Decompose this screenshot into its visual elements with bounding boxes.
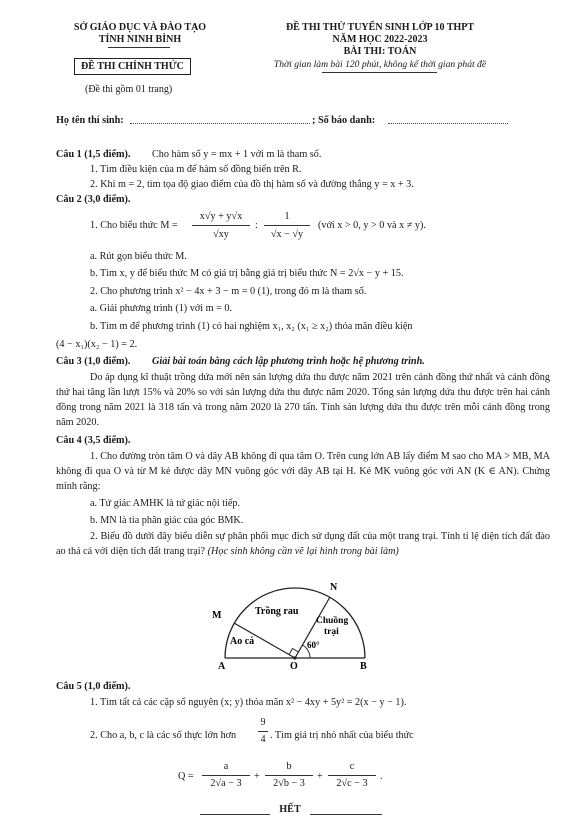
- frac-9-4-denominator: 4: [260, 734, 266, 745]
- m-divide-sign: :: [255, 220, 258, 231]
- q4-part2-text: 2. Biểu đồ dưới đây biểu diễn sự phân phối mục đích sử dụng đất của một trang trại. Tính tỉ lệ diện tích đất đào ao thả cá với diện tích đất trang trại?: [56, 531, 550, 557]
- q-term-a-numerator: a: [223, 761, 229, 772]
- q1-part2: 2. Khi m = 2, tìm tọa độ giao điểm của đồ thị hàm số và đường thẳng y = x + 3.: [90, 179, 414, 190]
- candidate-name-label: Họ tên thí sinh:: [56, 115, 124, 126]
- label-M: M: [212, 610, 222, 621]
- q-term-c-denominator: 2√c − 3: [336, 778, 368, 789]
- end-rule-right: [310, 814, 382, 815]
- center-O-dot: [293, 656, 296, 659]
- q3-text: Do áp dụng kĩ thuật trồng dứa mới nên sản lượng dứa thu được năm 2021 trên cánh đồng thứ nhất và cánh đồng thứ hai tăng lần lượt 15% và 20% so với sản lượng dứa thu được năm 2020. Tổng sản lượng dứa thu được trên hai cánh đồng trong năm 2021 là 318 tấn và trong năm 2020 là 270 tấn. Tính sản lượng dứa thu được trên mỗi cánh đồng trong năm 2020.: [56, 372, 550, 428]
- time-note: Thời gian làm bài 120 phút, không kể thời gian phát đề: [273, 59, 487, 70]
- region-trong-rau: Trồng rau: [255, 606, 299, 617]
- q2-part2a: a. Giải phương trình (1) với m = 0.: [90, 303, 233, 314]
- m2-fraction-bar: [264, 225, 310, 226]
- exam-title: ĐỀ THI THỬ TUYỂN SINH LỚP 10 THPT: [285, 22, 475, 33]
- q-expression-lhs: Q =: [178, 771, 194, 782]
- subject: BÀI THI: TOÁN: [343, 46, 417, 57]
- q2-part2: 2. Cho phương trình x² − 4x + 3 − m = 0 (1), trong đó m là tham số.: [90, 286, 367, 297]
- q2-part2b: b. Tìm m để phương trình (1) có hai nghiệm x₁, x₂ (x₁ ≥ x₂) thỏa mãn điều kiện: [90, 321, 413, 332]
- province-name: TỈNH NINH BÌNH: [98, 34, 182, 45]
- q-term-a-denominator: 2√a − 3: [210, 778, 242, 789]
- region-ao-ca: Ao cá: [230, 636, 255, 647]
- candidate-name-blank: [130, 123, 310, 124]
- q4-title: Câu 4 (3,5 điểm).: [56, 435, 131, 446]
- department-name: SỞ GIÁO DỤC VÀ ĐÀO TẠO: [73, 22, 207, 33]
- q-term-b-bar: [265, 775, 313, 776]
- region-chuong-line1: Chuồng: [316, 616, 349, 626]
- label-O: O: [290, 661, 298, 670]
- candidate-id-blank: [388, 123, 508, 124]
- pages-note: (Đề thi gồm 01 trang): [85, 84, 173, 95]
- official-stamp: ĐỀ THI CHÍNH THỨC: [74, 58, 191, 75]
- q-term-a-bar: [202, 775, 250, 776]
- q4-part1a: a. Tứ giác AMHK là tứ giác nội tiếp.: [90, 498, 241, 509]
- header-underline-left: [108, 47, 170, 48]
- frac-9-4-bar: [258, 731, 268, 732]
- q2-part1a: a. Rút gọn biểu thức M.: [90, 251, 187, 262]
- m-fraction-bar: [192, 225, 250, 226]
- end-marker: HẾT: [279, 804, 301, 815]
- q2-part1b: b. Tìm x, y để biểu thức M có giá trị bằng giá trị biểu thức N = 2√x − y + 15.: [90, 268, 404, 279]
- m2-fraction-numerator: 1: [284, 211, 290, 222]
- q3-subtitle: Giải bài toán bằng cách lập phương trình hoặc hệ phương trình.: [152, 356, 425, 367]
- q2-part1-lead: 1. Cho biểu thức M =: [90, 220, 178, 231]
- q-final-dot: .: [380, 771, 383, 782]
- q3-title: Câu 3 (1,0 điểm).: [56, 356, 131, 367]
- q5-part1: 1. Tìm tất cả các cặp số nguyên (x; y) thỏa mãn x² − 4xy + 5y² = 2(x − y − 1).: [90, 697, 407, 708]
- m2-fraction-denominator: √x − √y: [270, 229, 304, 240]
- label-A: A: [218, 661, 226, 670]
- q2-title: Câu 2 (3,0 điểm).: [56, 194, 131, 205]
- label-N: N: [330, 582, 338, 593]
- q4-part2: [56, 529, 550, 559]
- q2-part1-condition: (với x > 0, y > 0 và x ≠ y).: [318, 220, 426, 231]
- school-year: NĂM HỌC 2022-2023: [332, 34, 428, 45]
- q5-part2-tail: . Tìm giá trị nhỏ nhất của biểu thức: [270, 730, 414, 741]
- q-term-b-numerator: b: [286, 761, 292, 772]
- q1-title: Câu 1 (1,5 điểm).: [56, 149, 131, 160]
- frac-9-4-numerator: 9: [260, 717, 266, 728]
- q4-part2-note: (Học sinh không cần vẽ lại hình trong bài làm): [207, 546, 399, 557]
- q4-part1b: b. MN là tia phân giác của góc BMK.: [90, 515, 244, 526]
- q2-part2b-condition: (4 − x₁)(x₂ − 1) = 2.: [56, 339, 138, 350]
- candidate-id-label: ; Số báo danh:: [312, 115, 376, 126]
- q5-part2-lead: 2. Cho a, b, c là các số thực lớn hơn: [90, 730, 237, 741]
- region-chuong-line2: trại: [324, 627, 339, 637]
- q1-part1: 1. Tìm điều kiện của m để hàm số đồng biến trên R.: [90, 164, 302, 175]
- end-rule-left: [200, 814, 270, 815]
- q-plus-1: +: [254, 771, 260, 782]
- q-term-c-bar: [328, 775, 376, 776]
- q-term-b-denominator: 2√b − 3: [273, 778, 305, 789]
- m-fraction-numerator: x√y + y√x: [199, 211, 243, 222]
- label-B: B: [360, 661, 367, 670]
- header-underline-right: [322, 72, 437, 73]
- q4-part1: 1. Cho đường tròn tâm O và dây AB không đi qua tâm O. Trên cung lớn AB lấy điểm M sao cho MA > MB, MA không đi qua O và từ M kẻ được dây MN vuông góc với dây AB tại H. Kẻ MK vuông góc với AN (K ∈ AN). Chứng minh rằng:: [56, 451, 550, 492]
- angle-label: 60°: [307, 640, 320, 650]
- m-fraction-denominator: √xy: [213, 229, 229, 240]
- q1-intro: Cho hàm số y = mx + 1 với m là tham số.: [152, 149, 322, 160]
- land-use-diagram: [210, 578, 390, 670]
- q5-title: Câu 5 (1,0 điểm).: [56, 681, 131, 692]
- q-plus-2: +: [317, 771, 323, 782]
- q-term-c-numerator: c: [349, 761, 355, 772]
